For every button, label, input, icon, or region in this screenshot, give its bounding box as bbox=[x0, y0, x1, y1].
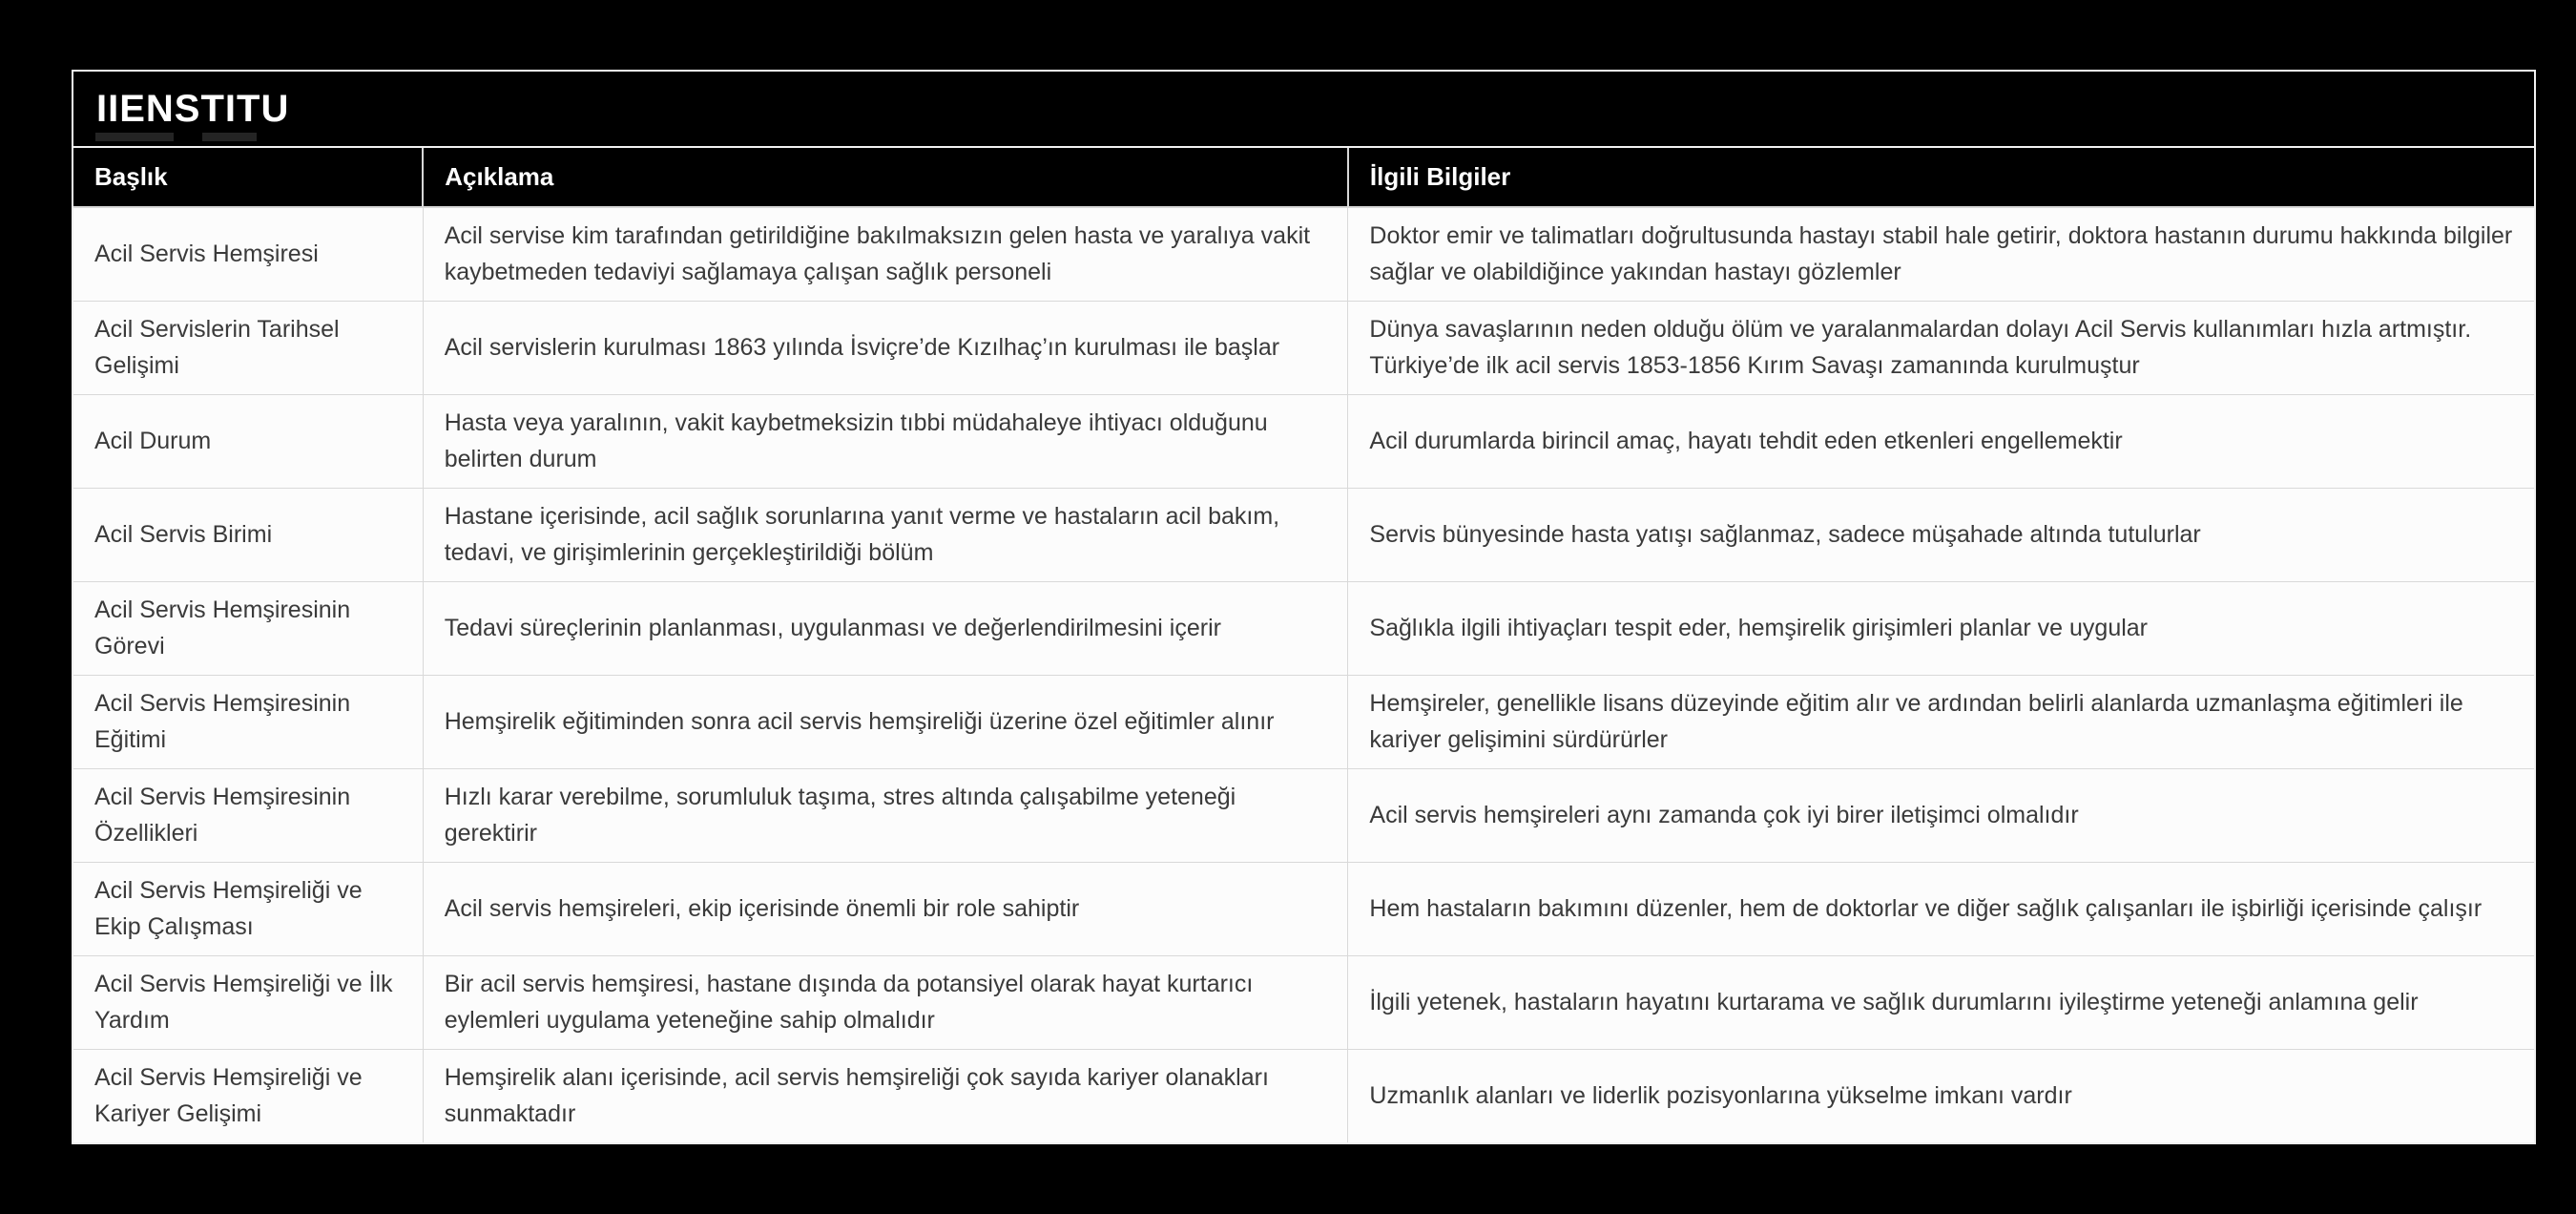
cell-aciklama: Hızlı karar verebilme, sorumluluk taşıma, stres altında çalışabilme yeteneği gerektirir bbox=[423, 769, 1348, 863]
cell-ilgili: Doktor emir ve talimatları doğrultusunda hastayı stabil hale getirir, doktora hastanın durumu hakkında bilgiler sağlar ve olabildiğince yakından hastayı gözlemler bbox=[1348, 207, 2534, 302]
cell-aciklama: Acil servis hemşireleri, ekip içerisinde önemli bir role sahiptir bbox=[423, 863, 1348, 956]
cell-baslik: Acil Durum bbox=[73, 395, 423, 489]
column-header-aciklama: Açıklama bbox=[423, 148, 1348, 207]
table-row bbox=[73, 489, 2534, 582]
cell-baslik: Acil Servis Hemşireliği ve Kariyer Gelişimi bbox=[73, 1050, 423, 1143]
cell-aciklama: Tedavi süreçlerinin planlanması, uygulanması ve değerlendirilmesini içerir bbox=[423, 582, 1348, 676]
cell-baslik: Acil Servis Hemşiresi bbox=[73, 207, 423, 302]
table-title-bar bbox=[73, 72, 2534, 148]
table-row bbox=[73, 582, 2534, 676]
table-row bbox=[73, 302, 2534, 395]
table-row bbox=[73, 863, 2534, 956]
cell-baslik: Acil Servis Hemşiresinin Görevi bbox=[73, 582, 423, 676]
column-header-baslik: Başlık bbox=[73, 148, 423, 207]
table-row bbox=[73, 676, 2534, 769]
info-table bbox=[73, 148, 2534, 1142]
table-row bbox=[73, 207, 2534, 302]
table-row bbox=[73, 769, 2534, 863]
table-row bbox=[73, 956, 2534, 1050]
cell-ilgili: Hem hastaların bakımını düzenler, hem de doktorlar ve diğer sağlık çalışanları ile işbirliği içerisinde çalışır bbox=[1348, 863, 2534, 956]
cell-baslik: Acil Servis Hemşiresinin Eğitimi bbox=[73, 676, 423, 769]
cell-aciklama: Bir acil servis hemşiresi, hastane dışında da potansiyel olarak hayat kurtarıcı eylemleri uygulama yeteneğine sahip olmalıdır bbox=[423, 956, 1348, 1050]
page-title: IIENSTITU bbox=[96, 88, 290, 130]
cell-aciklama: Hastane içerisinde, acil sağlık sorunlarına yanıt verme ve hastaların acil bakım, tedavi, ve girişimlerinin gerçekleştirildiği bölüm bbox=[423, 489, 1348, 582]
table-body bbox=[73, 207, 2534, 1142]
cell-ilgili: Acil servis hemşireleri aynı zamanda çok iyi birer iletişimci olmalıdır bbox=[1348, 769, 2534, 863]
cell-ilgili: Uzmanlık alanları ve liderlik pozisyonlarına yükselme imkanı vardır bbox=[1348, 1050, 2534, 1143]
table-row bbox=[73, 395, 2534, 489]
cell-ilgili: Acil durumlarda birincil amaç, hayatı tehdit eden etkenleri engellemektir bbox=[1348, 395, 2534, 489]
table-header-row bbox=[73, 148, 2534, 207]
cell-aciklama: Hemşirelik eğitiminden sonra acil servis hemşireliği üzerine özel eğitimler alınır bbox=[423, 676, 1348, 769]
cell-baslik: Acil Servis Hemşireliği ve Ekip Çalışması bbox=[73, 863, 423, 956]
cell-ilgili: Hemşireler, genellikle lisans düzeyinde eğitim alır ve ardından belirli alanlarda uzmanlaşma eğitimleri ile kariyer gelişimini sürdürürler bbox=[1348, 676, 2534, 769]
cell-baslik: Acil Servis Hemşireliği ve İlk Yardım bbox=[73, 956, 423, 1050]
table-row bbox=[73, 1050, 2534, 1143]
title-tagline-placeholder bbox=[95, 133, 174, 141]
info-table-container bbox=[72, 70, 2536, 1144]
cell-ilgili: Sağlıkla ilgili ihtiyaçları tespit eder, hemşirelik girişimleri planlar ve uygular bbox=[1348, 582, 2534, 676]
cell-baslik: Acil Servislerin Tarihsel Gelişimi bbox=[73, 302, 423, 395]
cell-ilgili: Dünya savaşlarının neden olduğu ölüm ve yaralanmalardan dolayı Acil Servis kullanımları hızla artmıştır. Türkiye’de ilk acil servis 1853-1856 Kırım Savaşı zamanında kurulmuştur bbox=[1348, 302, 2534, 395]
column-header-ilgili: İlgili Bilgiler bbox=[1348, 148, 2534, 207]
cell-aciklama: Acil servislerin kurulması 1863 yılında İsviçre’de Kızılhaç’ın kurulması ile başlar bbox=[423, 302, 1348, 395]
cell-aciklama: Acil servise kim tarafından getirildiğine bakılmaksızın gelen hasta ve yaralıya vakit kaybetmeden tedaviyi sağlamaya çalışan sağlık personeli bbox=[423, 207, 1348, 302]
cell-aciklama: Hemşirelik alanı içerisinde, acil servis hemşireliği çok sayıda kariyer olanakları sunmaktadır bbox=[423, 1050, 1348, 1143]
cell-baslik: Acil Servis Birimi bbox=[73, 489, 423, 582]
cell-ilgili: İlgili yetenek, hastaların hayatını kurtarama ve sağlık durumlarını iyileştirme yeteneği anlamına gelir bbox=[1348, 956, 2534, 1050]
cell-aciklama: Hasta veya yaralının, vakit kaybetmeksizin tıbbi müdahaleye ihtiyacı olduğunu belirten durum bbox=[423, 395, 1348, 489]
cell-ilgili: Servis bünyesinde hasta yatışı sağlanmaz, sadece müşahade altında tutulurlar bbox=[1348, 489, 2534, 582]
cell-baslik: Acil Servis Hemşiresinin Özellikleri bbox=[73, 769, 423, 863]
table-header bbox=[73, 148, 2534, 207]
title-tagline-placeholder bbox=[202, 133, 257, 141]
